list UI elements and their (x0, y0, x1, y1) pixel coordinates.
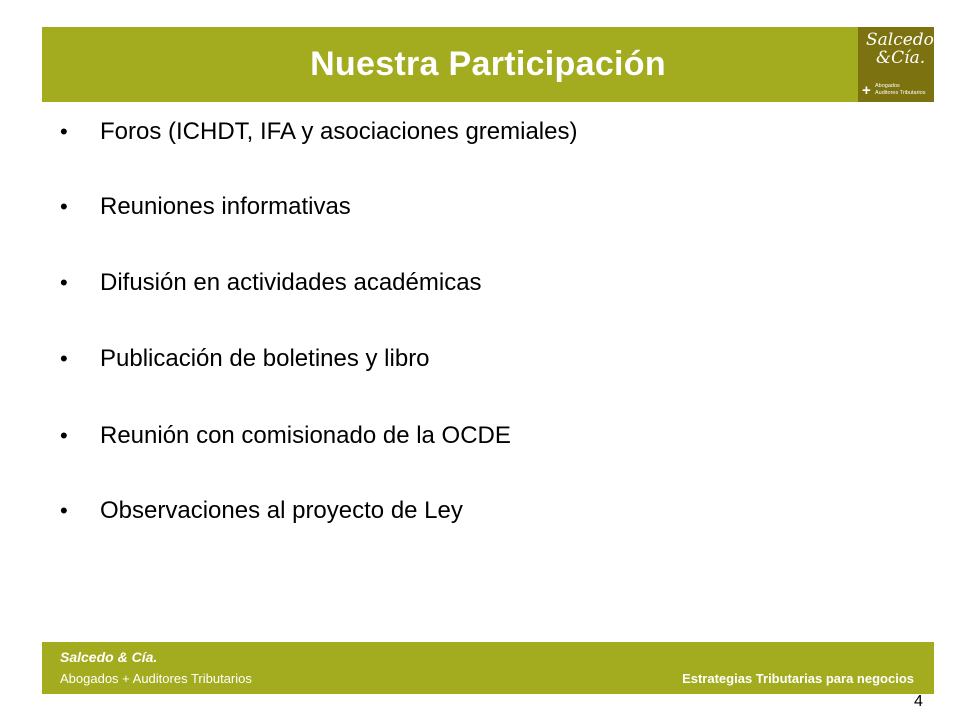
footer-tagline: Estrategias Tributarias para negocios (682, 671, 914, 686)
bullet-text: Difusión en actividades académicas (100, 269, 482, 296)
bullet-item (60, 421, 511, 451)
logo-script (866, 31, 934, 67)
bullet-dot-icon: • (60, 119, 68, 144)
bullet-dot-icon: • (60, 194, 68, 219)
bullet-dot-icon: • (60, 498, 68, 523)
bullet-item (60, 192, 351, 222)
title-bar (42, 27, 858, 102)
bullet-dot-icon: • (60, 346, 68, 371)
bullet-text: Reunión con comisionado de la OCDE (100, 422, 511, 449)
bullet-item (60, 117, 577, 147)
company-logo (858, 27, 934, 102)
logo-subtitle (875, 83, 925, 97)
logo-script-line1: Salcedo (866, 30, 934, 50)
bullet-text: Observaciones al proyecto de Ley (100, 497, 463, 524)
footer-company-name: Salcedo & Cía. (60, 649, 158, 665)
logo-plus-icon: + (862, 82, 871, 99)
bullet-item (60, 268, 482, 298)
logo-sub-line2: Auditores Tributarios (875, 90, 926, 96)
bullet-dot-icon: • (60, 270, 68, 295)
bullet-text: Reuniones informativas (100, 193, 351, 220)
bullet-item (60, 496, 463, 526)
slide-title: Nuestra Participación (310, 45, 666, 83)
bullet-text: Foros (ICHDT, IFA y asociaciones gremiales) (100, 118, 578, 145)
bullet-item (60, 344, 430, 374)
logo-script-line2: &Cía. (876, 48, 926, 68)
bullet-dot-icon: • (60, 423, 68, 448)
bullet-text: Publicación de boletines y libro (100, 345, 430, 372)
page-number: 4 (914, 693, 923, 710)
logo-sub-line1: Abogados (875, 83, 900, 89)
footer-bar (42, 642, 934, 694)
footer-subtitle: Abogados + Auditores Tributarios (60, 671, 252, 686)
